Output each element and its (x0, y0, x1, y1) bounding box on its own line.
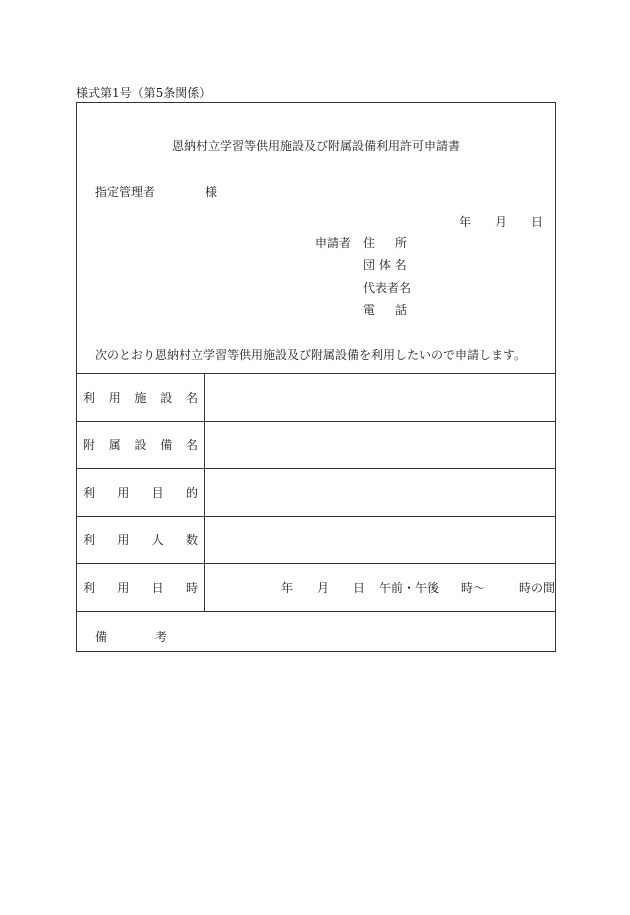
address-char-2: 所 (395, 236, 408, 250)
form-number: 様式第1号（第5条関係） (76, 86, 212, 100)
headcount-field[interactable] (205, 517, 555, 564)
datetime-from-label: 時～ (461, 581, 486, 595)
addressee-honorific: 様 (205, 185, 218, 199)
label-char: 名 (185, 390, 198, 405)
date-year-label: 年 (459, 215, 472, 229)
form-title: 恩納村立学習等供用施設及び附属設備利用許可申請書 (171, 139, 460, 153)
usage-table (77, 373, 555, 658)
date-day-label: 日 (531, 215, 544, 229)
row-label (77, 564, 205, 611)
remarks-label (95, 628, 167, 645)
purpose-field[interactable] (205, 469, 555, 516)
applicant-phone-label (363, 301, 407, 318)
row-label (77, 469, 205, 516)
label-char: 時 (185, 580, 198, 595)
datetime-year-label: 年 (281, 581, 294, 595)
datetime-day-label: 日 (353, 581, 366, 595)
label-char: 利 (83, 485, 96, 500)
label-char: 附 (83, 438, 96, 453)
label-char: 日 (151, 580, 164, 595)
phone-char-2: 話 (395, 303, 408, 317)
applicant-group-name-label: 団 体 名 (363, 258, 407, 272)
label-char: 用 (117, 485, 130, 500)
label-char: 目 (151, 485, 164, 500)
phone-char-1: 電 (363, 303, 376, 317)
facility-name-field[interactable] (205, 374, 555, 421)
datetime-template (281, 579, 555, 596)
label-char: 利 (83, 390, 96, 405)
datetime-to-label: 時の間 (519, 581, 556, 595)
table-row-purpose (77, 468, 555, 516)
label-char: 用 (108, 390, 121, 405)
addressee (95, 183, 217, 200)
row-label (77, 374, 205, 421)
label-char: 設 (160, 390, 173, 405)
datetime-field[interactable] (205, 564, 555, 611)
label-char: 用 (117, 580, 130, 595)
row-label (77, 517, 205, 564)
label-char: 的 (185, 485, 198, 500)
label-char: 属 (108, 438, 121, 453)
equipment-name-field[interactable] (205, 422, 555, 469)
label-char: 設 (134, 438, 147, 453)
label-char: 備 (160, 438, 173, 453)
table-row-headcount (77, 516, 555, 564)
applicant-address-label (363, 234, 407, 251)
label-char: 名 (185, 438, 198, 453)
label-char: 利 (83, 533, 96, 548)
application-date (459, 213, 543, 230)
addressee-name: 指定管理者 (95, 185, 156, 199)
applicant-label: 申請者 (315, 236, 352, 250)
table-row-datetime (77, 563, 555, 611)
applicant-representative-label: 代表者名 (363, 281, 412, 295)
label-char: 人 (151, 533, 164, 548)
datetime-ampm-label: 午前・午後 (379, 581, 440, 595)
remarks-char-1: 備 (95, 629, 108, 644)
table-row-remarks[interactable] (77, 611, 555, 658)
address-char-1: 住 (363, 236, 376, 250)
datetime-month-label: 月 (317, 581, 330, 595)
table-row-facility-name (77, 373, 555, 421)
date-month-label: 月 (495, 215, 508, 229)
application-form (76, 102, 556, 652)
label-char: 施 (134, 390, 147, 405)
row-label (77, 422, 205, 469)
remarks-char-2: 考 (155, 629, 168, 644)
application-statement: 次のとおり恩納村立学習等供用施設及び附属設備を利用したいので申請します。 (95, 348, 527, 362)
label-char: 用 (117, 533, 130, 548)
label-char: 数 (185, 533, 198, 548)
table-row-equipment-name (77, 421, 555, 469)
label-char: 利 (83, 580, 96, 595)
